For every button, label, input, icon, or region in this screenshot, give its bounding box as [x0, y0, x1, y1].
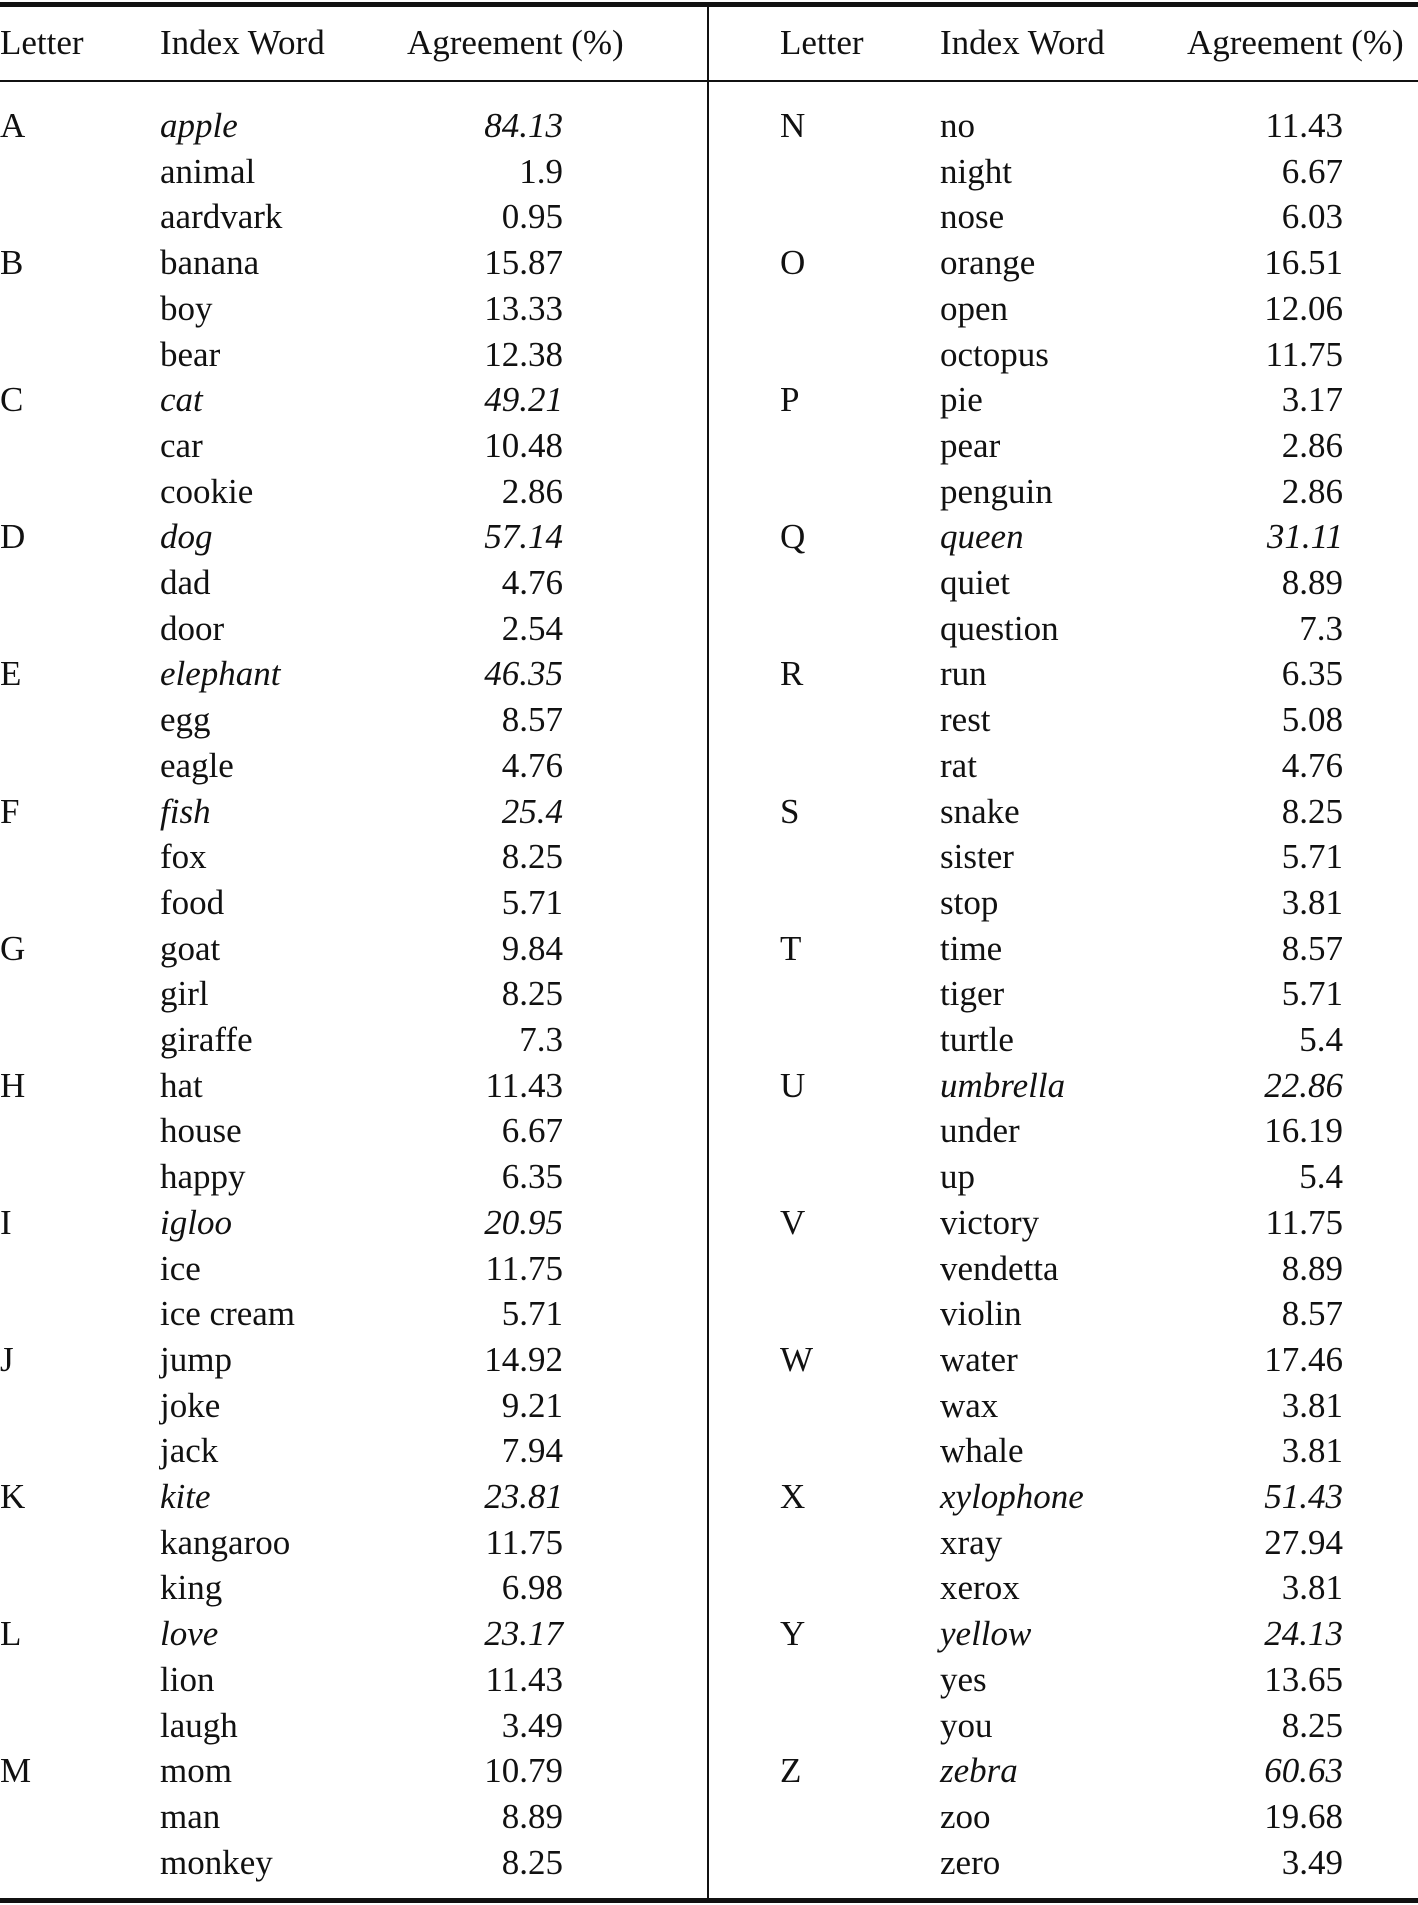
- agreement-cell: 16.19: [1264, 1111, 1343, 1151]
- agreement-cell: 3.81: [1281, 882, 1343, 922]
- agreement-cell: 22.86: [1264, 1065, 1343, 1105]
- agreement-cell: 8.89: [501, 1796, 563, 1836]
- index-word-cell: jump: [160, 1339, 232, 1379]
- letter-cell: V: [780, 1202, 806, 1242]
- agreement-cell: 12.06: [1264, 288, 1343, 328]
- agreement-cell: 5.71: [501, 1294, 563, 1334]
- agreement-cell: 8.25: [1281, 791, 1343, 831]
- index-word-cell: apple: [160, 106, 238, 145]
- agreement-cell: 2.86: [1281, 471, 1343, 511]
- index-word-cell: happy: [160, 1157, 246, 1197]
- agreement-cell: 2.54: [501, 608, 563, 648]
- agreement-cell: 13.33: [484, 288, 563, 328]
- agreement-cell: 3.81: [1281, 1385, 1343, 1425]
- index-word-cell: wax: [940, 1385, 999, 1425]
- agreement-cell: 2.86: [1281, 425, 1343, 465]
- index-word-cell: jack: [160, 1431, 219, 1471]
- index-word-cell: igloo: [160, 1202, 232, 1242]
- index-word-cell: dad: [160, 563, 211, 602]
- index-word-cell: joke: [160, 1385, 221, 1425]
- index-word-cell: love: [160, 1614, 219, 1654]
- top-rule: [0, 2, 1418, 7]
- agreement-cell: 8.89: [1281, 563, 1343, 602]
- agreement-cell: 17.46: [1264, 1339, 1343, 1379]
- index-word-cell: question: [940, 608, 1059, 648]
- index-word-cell: door: [160, 608, 225, 648]
- bottom-rule: [0, 1898, 1418, 1903]
- agreement-cell: 3.49: [1281, 1842, 1343, 1882]
- index-word-cell: yellow: [940, 1614, 1032, 1654]
- header-letter-right: Letter: [780, 23, 864, 62]
- agreement-cell: 2.86: [501, 471, 563, 511]
- agreement-cell: 7.3: [519, 1020, 563, 1059]
- index-word-cell: house: [160, 1111, 242, 1151]
- letter-cell: I: [0, 1202, 12, 1242]
- index-word-cell: zebra: [940, 1751, 1018, 1791]
- agreement-cell: 16.51: [1264, 243, 1343, 283]
- index-word-cell: hat: [160, 1065, 203, 1105]
- agreement-cell: 1.9: [519, 151, 563, 191]
- letter-cell: X: [780, 1477, 806, 1516]
- agreement-cell: 10.79: [484, 1751, 563, 1791]
- index-word-cell: xerox: [940, 1568, 1020, 1608]
- index-word-cell: no: [940, 106, 975, 145]
- index-word-cell: nose: [940, 197, 1005, 237]
- index-word-cell: tiger: [940, 974, 1005, 1014]
- letter-cell: C: [0, 380, 24, 420]
- agreement-cell: 5.71: [501, 882, 563, 922]
- index-word-cell: pear: [940, 425, 1001, 465]
- agreement-cell: 7.94: [501, 1431, 563, 1471]
- index-word-cell: food: [160, 882, 225, 922]
- agreement-cell: 6.67: [1281, 151, 1343, 191]
- index-word-cell: orange: [940, 243, 1036, 283]
- agreement-cell: 11.43: [485, 1659, 563, 1699]
- index-word-cell: ice: [160, 1248, 201, 1288]
- agreement-cell: 11.43: [485, 1065, 563, 1105]
- agreement-cell: 25.4: [501, 791, 563, 831]
- index-word-cell: boy: [160, 288, 213, 328]
- agreement-cell: 11.75: [1265, 1202, 1343, 1242]
- letter-cell: R: [780, 654, 804, 694]
- index-word-cell: yes: [940, 1659, 987, 1699]
- index-word-cell: under: [940, 1111, 1020, 1151]
- agreement-cell: 7.3: [1299, 608, 1343, 648]
- agreement-cell: 24.13: [1264, 1614, 1343, 1654]
- letter-cell: F: [0, 791, 20, 831]
- letter-cell: H: [0, 1065, 26, 1105]
- index-word-cell: xray: [940, 1522, 1003, 1562]
- index-word-cell: bear: [160, 334, 221, 374]
- agreement-cell: 23.81: [484, 1477, 563, 1516]
- header-letter-left: Letter: [0, 23, 84, 62]
- letter-cell: M: [0, 1751, 32, 1791]
- index-word-cell: zero: [940, 1842, 1001, 1882]
- agreement-cell: 8.25: [501, 974, 563, 1014]
- agreement-cell: 51.43: [1264, 1477, 1343, 1516]
- letter-cell: G: [0, 928, 26, 968]
- index-word-cell: run: [940, 654, 987, 694]
- letter-cell: P: [780, 380, 800, 420]
- index-word-cell: laugh: [160, 1705, 238, 1745]
- index-word-cell: sister: [940, 837, 1014, 877]
- agreement-cell: 6.35: [1281, 654, 1343, 694]
- index-word-cell: up: [940, 1157, 975, 1197]
- index-word-cell: night: [940, 151, 1012, 191]
- letter-cell: U: [780, 1065, 806, 1105]
- letter-cell: Q: [780, 517, 806, 557]
- agreement-cell: 11.75: [485, 1248, 563, 1288]
- header-agreement-right: Agreement (%): [1187, 23, 1404, 62]
- letter-cell: Z: [780, 1751, 802, 1791]
- letter-cell: Y: [780, 1614, 806, 1654]
- agreement-cell: 5.08: [1281, 700, 1343, 740]
- agreement-cell: 46.35: [484, 654, 563, 694]
- index-word-cell: aardvark: [160, 197, 283, 237]
- index-word-cell: stop: [940, 882, 999, 922]
- agreement-cell: 31.11: [1266, 517, 1343, 557]
- agreement-cell: 10.48: [484, 425, 563, 465]
- agreement-cell: 57.14: [484, 517, 563, 557]
- agreement-cell: 3.81: [1281, 1568, 1343, 1608]
- agreement-cell: 9.21: [501, 1385, 563, 1425]
- agreement-cell: 4.76: [1281, 745, 1343, 785]
- agreement-cell: 19.68: [1264, 1796, 1343, 1836]
- index-word-cell: violin: [940, 1294, 1022, 1334]
- index-word-cell: you: [940, 1705, 993, 1745]
- letter-cell: A: [0, 106, 26, 145]
- letter-cell: J: [0, 1339, 14, 1379]
- index-word-cell: queen: [940, 517, 1024, 557]
- index-word-cell: pie: [940, 380, 983, 420]
- index-word-cell: rest: [940, 700, 991, 740]
- index-word-cell: man: [160, 1796, 221, 1836]
- agreement-cell: 8.89: [1281, 1248, 1343, 1288]
- agreement-cell: 0.95: [501, 197, 563, 237]
- index-word-cell: quiet: [940, 563, 1010, 602]
- index-word-cell: lion: [160, 1659, 215, 1699]
- letter-cell: T: [780, 928, 802, 968]
- index-word-cell: mom: [160, 1751, 232, 1791]
- index-word-cell: umbrella: [940, 1065, 1066, 1105]
- index-word-cell: xylophone: [940, 1477, 1084, 1516]
- index-word-cell: giraffe: [160, 1020, 253, 1059]
- index-word-cell: penguin: [940, 471, 1053, 511]
- letter-cell: O: [780, 243, 806, 283]
- letter-cell: D: [0, 517, 26, 557]
- index-word-cell: zoo: [940, 1796, 991, 1836]
- agreement-cell: 8.57: [1281, 928, 1343, 968]
- agreement-cell: 60.63: [1264, 1751, 1343, 1791]
- index-word-cell: vendetta: [940, 1248, 1059, 1288]
- index-word-cell: snake: [940, 791, 1020, 831]
- header-rule: [0, 80, 1418, 82]
- agreement-cell: 4.76: [501, 563, 563, 602]
- agreement-cell: 5.71: [1281, 837, 1343, 877]
- agreement-cell: 6.67: [501, 1111, 563, 1151]
- agreement-cell: 84.13: [484, 106, 563, 145]
- agreement-cell: 8.57: [501, 700, 563, 740]
- agreement-cell: 8.25: [501, 1842, 563, 1882]
- header-agreement-left: Agreement (%): [407, 23, 624, 62]
- agreement-cell: 15.87: [484, 243, 563, 283]
- index-word-cell: ice cream: [160, 1294, 296, 1334]
- agreement-cell: 9.84: [501, 928, 563, 968]
- agreement-cell: 4.76: [501, 745, 563, 785]
- agreement-cell: 3.49: [501, 1705, 563, 1745]
- index-word-cell: open: [940, 288, 1009, 328]
- index-word-cell: cat: [160, 380, 203, 420]
- agreement-cell: 27.94: [1264, 1522, 1343, 1562]
- letter-cell: E: [0, 654, 22, 694]
- index-word-cell: monkey: [160, 1842, 273, 1882]
- index-word-cell: water: [940, 1339, 1018, 1379]
- index-word-cell: car: [160, 425, 203, 465]
- index-word-cell: egg: [160, 700, 211, 740]
- index-word-cell: kite: [160, 1477, 211, 1516]
- index-word-cell: victory: [940, 1202, 1040, 1242]
- index-word-cell: goat: [160, 928, 221, 968]
- letter-cell: N: [780, 106, 806, 145]
- index-word-cell: dog: [160, 517, 213, 557]
- index-word-cell: whale: [940, 1431, 1024, 1471]
- letter-cell: K: [0, 1477, 26, 1516]
- agreement-cell: 3.17: [1281, 380, 1343, 420]
- index-word-cell: turtle: [940, 1020, 1014, 1059]
- agreement-cell: 11.75: [485, 1522, 563, 1562]
- agreement-cell: 5.71: [1281, 974, 1343, 1014]
- agreement-cell: 8.57: [1281, 1294, 1343, 1334]
- agreement-cell: 11.75: [1265, 334, 1343, 374]
- agreement-cell: 8.25: [1281, 1705, 1343, 1745]
- index-word-cell: elephant: [160, 654, 281, 694]
- agreement-cell: 6.35: [501, 1157, 563, 1197]
- index-word-cell: kangaroo: [160, 1522, 291, 1562]
- index-word-cell: king: [160, 1568, 223, 1608]
- column-divider: [707, 4, 709, 1900]
- index-word-cell: animal: [160, 151, 256, 191]
- letter-cell: S: [780, 791, 800, 831]
- letter-cell: B: [0, 243, 24, 283]
- letter-cell: L: [0, 1614, 22, 1654]
- index-word-cell: eagle: [160, 745, 234, 785]
- header-word-right: Index Word: [940, 23, 1105, 62]
- agreement-cell: 6.03: [1281, 197, 1343, 237]
- agreement-cell: 13.65: [1264, 1659, 1343, 1699]
- agreement-cell: 20.95: [484, 1202, 563, 1242]
- index-word-cell: fox: [160, 837, 207, 877]
- agreement-cell: 49.21: [484, 380, 563, 420]
- agreement-cell: 11.43: [1265, 106, 1343, 145]
- agreement-cell: 6.98: [501, 1568, 563, 1608]
- index-word-cell: banana: [160, 243, 260, 283]
- agreement-cell: 5.4: [1299, 1020, 1343, 1059]
- letter-cell: W: [780, 1339, 814, 1379]
- index-word-cell: cookie: [160, 471, 254, 511]
- index-word-cell: octopus: [940, 334, 1049, 374]
- index-word-cell: rat: [940, 745, 977, 785]
- agreement-cell: 12.38: [484, 334, 563, 374]
- index-word-cell: fish: [160, 791, 211, 831]
- agreement-cell: 5.4: [1299, 1157, 1343, 1197]
- agreement-cell: 3.81: [1281, 1431, 1343, 1471]
- index-word-cell: girl: [160, 974, 209, 1014]
- agreement-cell: 8.25: [501, 837, 563, 877]
- header-word-left: Index Word: [160, 23, 325, 62]
- agreement-cell: 14.92: [484, 1339, 563, 1379]
- index-word-cell: time: [940, 928, 1003, 968]
- agreement-cell: 23.17: [484, 1614, 563, 1654]
